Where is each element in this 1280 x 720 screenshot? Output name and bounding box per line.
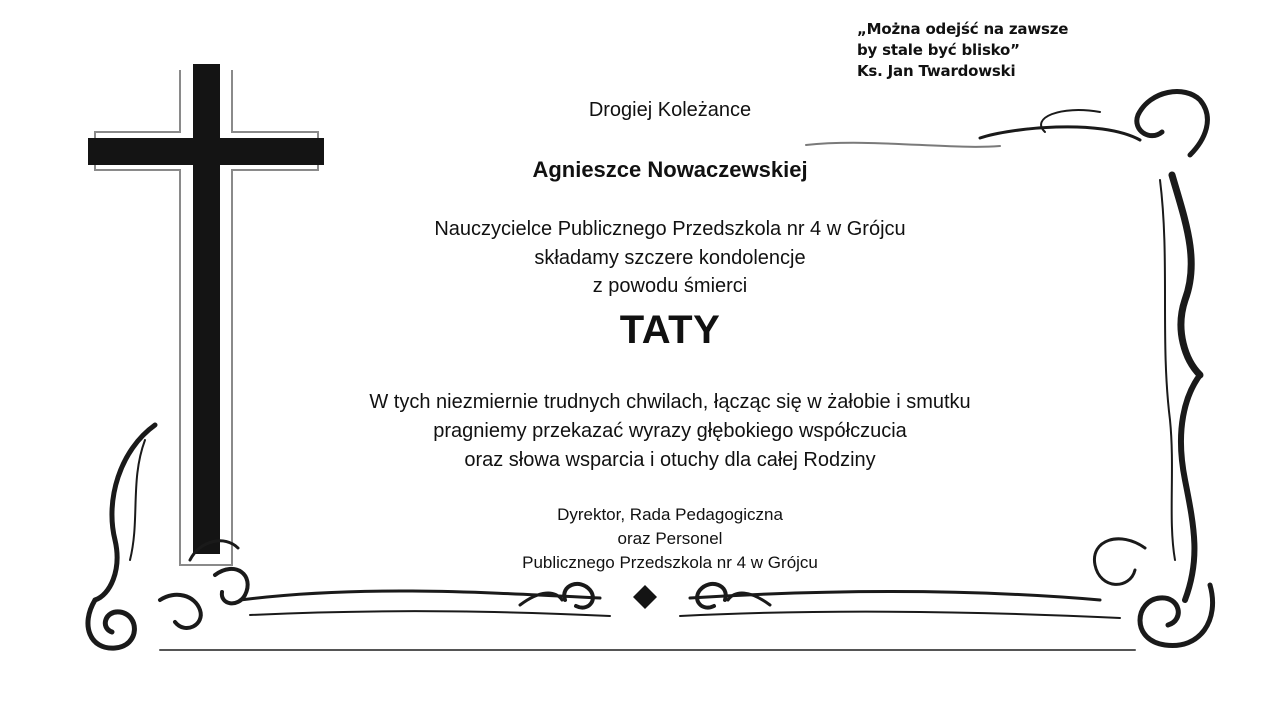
diamond-icon (633, 585, 657, 609)
recipient-name: Agnieszce Nowaczewskiej (532, 157, 808, 182)
body-line: z powodu śmierci (592, 275, 748, 297)
signature-line: Dyrektor, Rada Pedagogiczna (557, 505, 783, 524)
message-line: oraz słowa wsparcia i otuchy dla całej Rodziny (464, 449, 876, 471)
signature-line: oraz Personel (617, 529, 723, 548)
quote-author: Ks. Jan Twardowski (857, 62, 1016, 80)
condolence-body (290, 215, 1050, 301)
quote-line: by stale być blisko” (857, 41, 1020, 59)
signature-line: Publicznego Przedszkola nr 4 w Grójcu (522, 553, 818, 572)
quote-line: „Można odejść na zawsze (857, 20, 1069, 38)
message-line: W tych niezmiernie trudnych chwilach, łącząc się w żałobie i smutku (369, 391, 971, 413)
greeting: Drogiej Koleżance (588, 99, 752, 121)
left-border-ornament (88, 425, 248, 648)
body-line: Nauczycielce Publicznego Przedszkola nr 4 w Grójcu (434, 218, 906, 240)
sympathy-message (290, 388, 1050, 475)
message-line: pragniemy przekazać wyrazy głębokiego współczucia (433, 420, 907, 442)
headline: TATY (619, 308, 721, 352)
signature (290, 503, 1050, 575)
twardowski-quote (857, 19, 1117, 82)
cross-icon (88, 64, 324, 565)
body-line: składamy szczere kondolencje (534, 246, 806, 269)
